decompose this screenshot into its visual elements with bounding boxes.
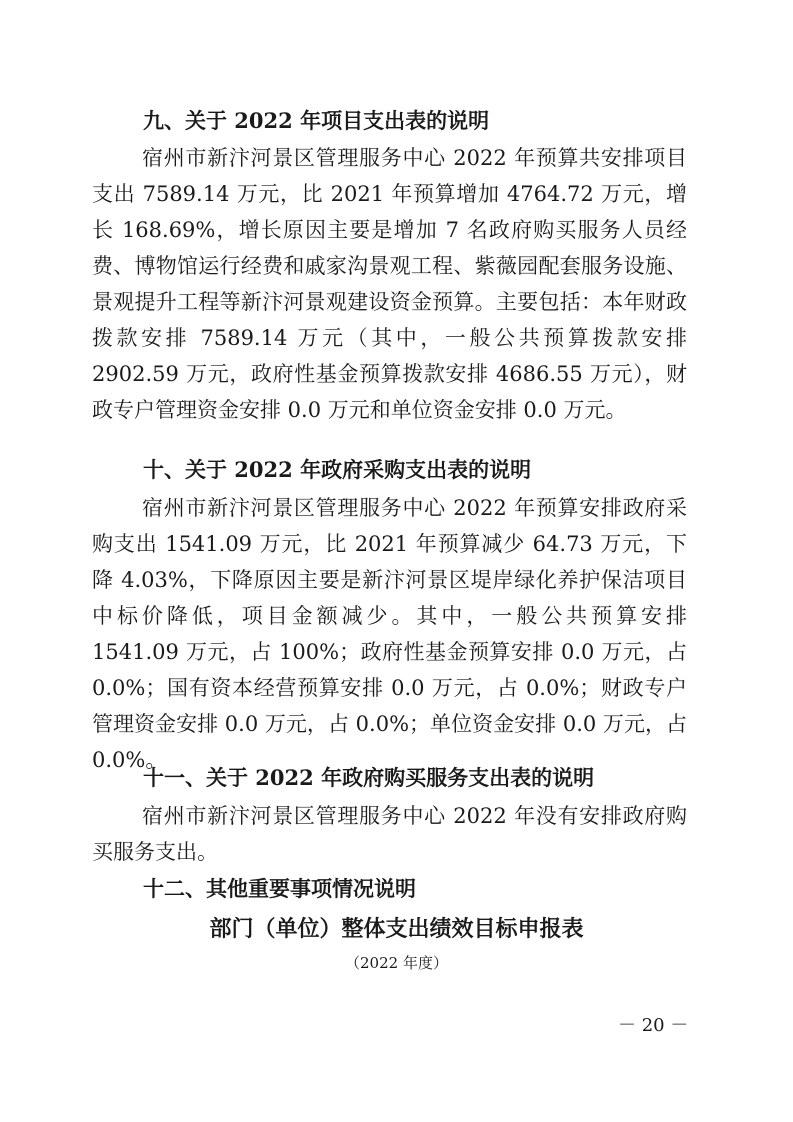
table-subtitle: （2022 年度） — [345, 954, 448, 972]
section-body-10: 宿州市新汴河景区管理服务中心 2022 年预算安排政府采购支出 1541.09 万元，比 2021 年预算减少 64.73 万元，下降 4.03%，下降原因主要是新汴河景区堤岸绿化养护保洁项目中标价降低，项目金额减少。其中，一般公共预算安排 1541.09 万元，占 100%；政府性基金预算安排 0.0 万元，占 0.0%；国有资本经营预算安排 0.0 万元，占 0.0%；财政专户管理资金安排 0.0 万元，占 0.0%；单位资金安排 0.0 万元，占 0.0%。 — [92, 496, 687, 772]
section-heading-12: 十二、其他重要事项情况说明 — [143, 876, 416, 901]
section-heading-11: 十一、关于 2022 年政府购买服务支出表的说明 — [143, 765, 595, 790]
section-heading-9: 九、关于 2022 年项目支出表的说明 — [143, 108, 490, 133]
section-body-11: 宿州市新汴河景区管理服务中心 2022 年没有安排政府购买服务支出。 — [92, 804, 687, 864]
table-title: 部门（单位）整体支出绩效目标申报表 — [209, 916, 584, 942]
page-number: － 20 － — [618, 1015, 689, 1036]
section-heading-10: 十、关于 2022 年政府采购支出表的说明 — [143, 457, 532, 482]
section-body-9: 宿州市新汴河景区管理服务中心 2022 年预算共安排项目支出 7589.14 万元，比 2021 年预算增加 4764.72 万元，增长 168.69%，增长原因主要是增加 7 名政府购买服务人员经费、博物馆运行经费和戚家沟景观工程、紫薇园配套服务设施、景观提升工程等新汴河景观建设资金预算。主要包括：本年财政拨款安排 7589.14 万元（其中，一般公共预算拨款安排 2902.59 万元，政府性基金预算拨款安排 4686.55 万元），财政专户管理资金安排 0.0 万元和单位资金安排 0.0 万元。 — [92, 146, 687, 422]
